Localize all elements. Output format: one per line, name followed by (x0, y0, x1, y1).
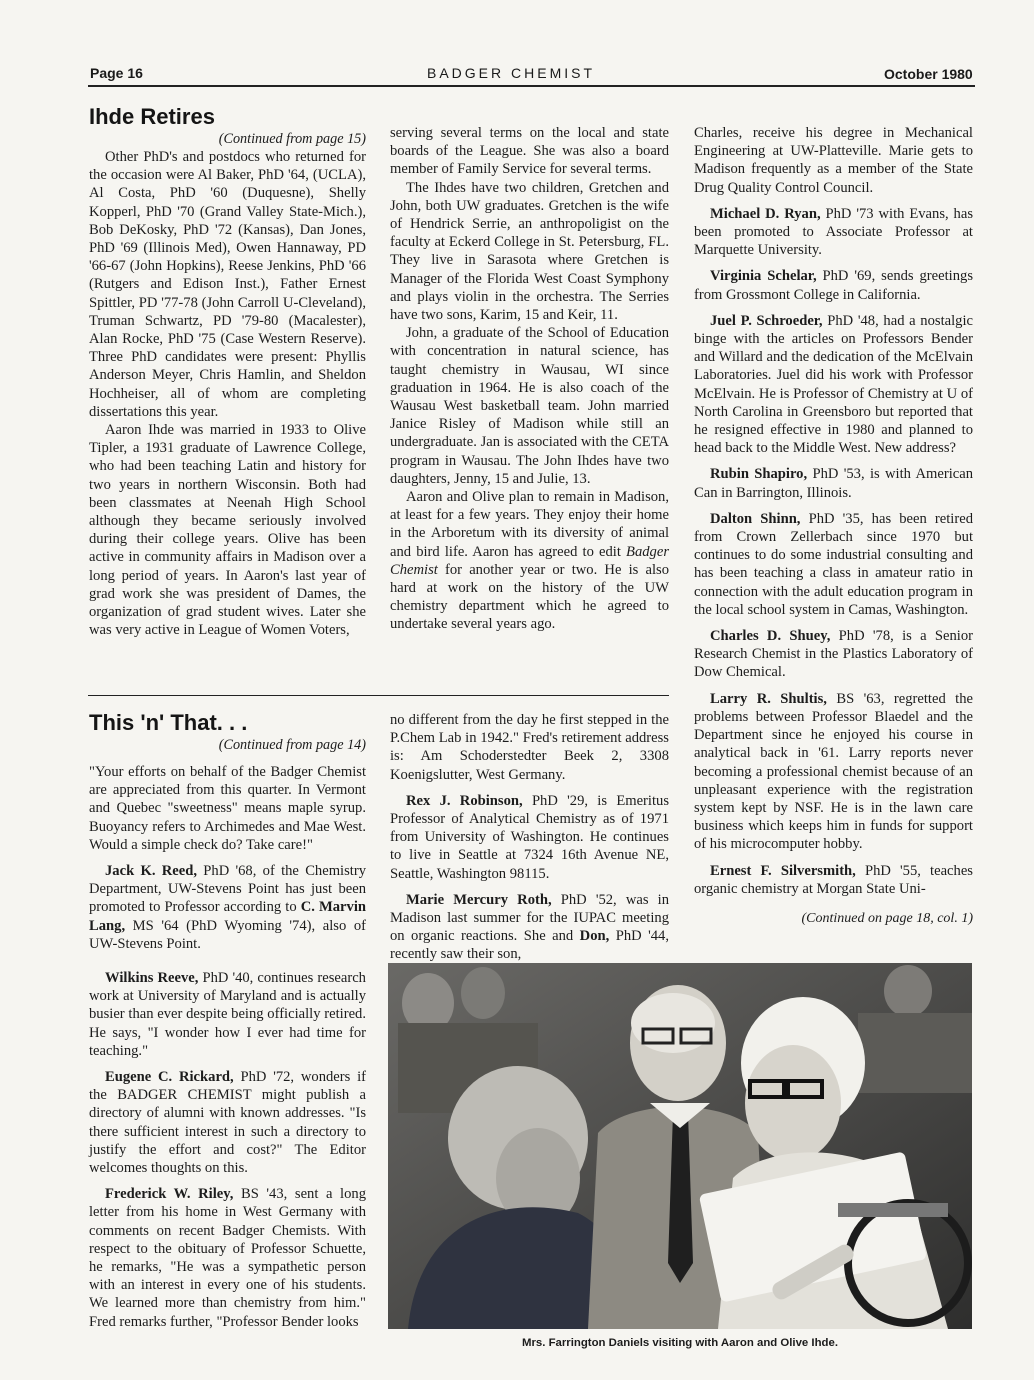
continued-from: (Continued from page 14) (218, 737, 366, 753)
paragraph: The Ihdes have two children, Gretchen and John, both UW graduates. Gretchen is the wife of Hendrick Serrie, an anthropoligist on the faculty at Eckerd College in St. Petersburg, FL. They live in Sarasota where Gretchen is Manager of the Florida West Coast Symphony and plays violin in the orchestra. The Serries have two sons, Karim, 15 and Keir, 11. (390, 179, 669, 324)
paragraph: Other PhD's and postdocs who returned for the occasion were Al Baker, PhD '64, (UCLA), Al Costa, PhD '60 (Duquesne), Shelly Kopperl, PhD '70 (Grand Valley State-Mich.), Bob DeKosky, PhD '72 (Kansas), Dan Jones, PhD '69 (Illinois Med), Owen Hannaway, PD '66-67 (John Hopkins), Reese Jenkins, PhD '66 (Rutgers and Edison Inst.), Father Ernest Spittler, PD '77-78 (John Carroll U-Cleveland), Truman Schwartz, PD '79-80 (Macalester), Alan Rocke, PhD '75 (Case Western Reserve). Three PhD candidates were present: Phyllis Anderson Meyer, Chris Hamlin, and Sheldon Hochheiser, all of whom are completing dissertations this year. (89, 149, 366, 420)
paragraph: Juel P. Schroeder, PhD '48, had a nostalgic binge with the articles on Professors Bender and Willard and the dedication of the McElvain Laboratories. Juel did his work with Professor McElvain. He is Professor of Chemistry at U of North Carolina in Greensboro but reported that he resigned effective in 1980 and planned to head back to the Middle West. New address? (694, 312, 973, 457)
page-number: Page 16 (90, 65, 143, 81)
paragraph: Ernest F. Silversmith, PhD '55, teaches organic chemistry at Morgan State Uni- (694, 862, 973, 897)
paragraph: Aaron Ihde was married in 1933 to Olive Tipler, a 1931 graduate of Lawrence College, who had been teaching Latin and history for two years in northern Wisconsin. Both had been classmates at Neenah High School although they became seriously involved during their college years. Olive has been active in community affairs in Madison over a long period of years. In Aaron's last year of grad work she was president of Dames, the organization of grad student wives. Later she was very active in League of Women Voters, (89, 422, 366, 639)
publication-title: BADGER CHEMIST (427, 65, 596, 81)
paragraph: Rubin Shapiro, PhD '53, is with American Can in Barrington, Illinois. (694, 466, 973, 501)
paragraph: no different from the day he first stepped in the P.Chem Lab in 1942." Fred's retirement address is: Am Schoderstedter Beek 2, 3308 Koenigslutter, West Germany. (390, 712, 669, 783)
issue-date: October 1980 (884, 66, 973, 82)
paragraph: John, a graduate of the School of Education with concentration in natural science, has taught chemistry in Wausau, WI since graduation in 1964. He is also coach of the Wausau West basketball team. John married Janice Risley of Madison while still an undergraduate. Jan is associated with the CETA program in Wausau. The John Ihdes have two daughters, Jenny, 15 and Julie, 13. (390, 325, 669, 487)
paragraph: Charles, receive his degree in Mechanical Engineering at UW-Platteville. Marie gets to Madison frequently as a member of the State Drug Quality Control Council. (694, 125, 973, 196)
continued-from: (Continued from page 15) (218, 131, 366, 147)
paragraph: Larry R. Shultis, BS '63, regretted the problems between Professor Blaedel and the Department since he enjoyed his course in analytical back in '61. Larry reports never becoming a professional chemist because of an unpleasant experience with the registration system kept by NSF. He is in the lawn care business which keeps him in funds for support of his microcomputer hobby. (694, 690, 974, 853)
photo-illustration (388, 963, 972, 1329)
ihde-article-col1 (89, 104, 366, 639)
photo-caption: Mrs. Farrington Daniels visiting with Aaron and Olive Ihde. (521, 1337, 839, 1349)
paragraph: Jack K. Reed, PhD '68, of the Chemistry Department, UW-Stevens Point has just been promoted to Professor according to C. Marvin Lang, MS '64 (PhD Wyoming '74), also of UW-Stevens Point. (89, 863, 366, 952)
paragraph: Dalton Shinn, PhD '35, has been retired from Crown Zellerbach since 1970 but continues to do some industrial consulting and has been teaching a class in amateur ratio in connection with the adult education program in the local school system in Camas, Washington. (694, 510, 974, 618)
ihde-article-col2 (390, 124, 669, 634)
continued-on: (Continued on page 18, col. 1) (801, 910, 973, 926)
this-n-that-title: This 'n' That. . . (89, 710, 248, 735)
paragraph: Frederick W. Riley, BS '43, sent a long letter from his home in West Germany with comments on recent Badger Chemists. With respect to the obituary of Professor Schuette, he remarks, "He was a sympathetic person with an interest in every one of his students. We learned more than chemistry from him." Fred remarks further, "Professor Bender looks (89, 1186, 366, 1330)
paragraph: Marie Mercury Roth, PhD '52, was in Madison last summer for the IUPAC meeting on organic reactions. She and Don, PhD '44, recently saw their son, (390, 891, 669, 963)
paragraph: Michael D. Ryan, PhD '73 with Evans, has been promoted to Associate Professor at Marquette University. (694, 205, 973, 259)
paragraph: Virginia Schelar, PhD '69, sends greetings from Grossmont College in California. (694, 268, 973, 303)
this-n-that-col2 (390, 711, 669, 964)
this-n-that-col1 (89, 710, 366, 1331)
paragraph: Charles D. Shuey, PhD '78, is a Senior Research Chemist in the Plastics Laboratory of Dow Chemical. (694, 628, 973, 681)
paragraph: Eugene C. Rickard, PhD '72, wonders if the BADGER CHEMIST might publish a directory of alumni with known addresses. "Is there sufficient interest in such a directory to justify the effort and cost?" The Editor welcomes thoughts on this. (89, 1069, 367, 1177)
paragraph: "Your efforts on behalf of the Badger Chemist are appreciated from this quarter. In Vermont and Quebec "sweetness" means maple syrup. Buoyancy refers to Archimedes and Mae West. Would a simple check do? Take care!" (89, 764, 366, 853)
paragraph: Rex J. Robinson, PhD '29, is Emeritus Professor of Analytical Chemistry as of 1971 from University of Washington. He continues to live in Seattle at 7324 16th Avenue NE, Seattle, Washington 98115. (390, 792, 670, 882)
photograph (388, 963, 972, 1329)
section-rule (88, 695, 669, 696)
right-column (694, 124, 973, 928)
paragraph: Wilkins Reeve, PhD '40, continues research work at University of Maryland and is actually busier than ever despite being officially retired. He says, "I wonder how I ever had time for teaching." (89, 970, 366, 1059)
paragraph: Aaron and Olive plan to remain in Madison, at least for a few years. They enjoy their home in the Arboretum with its diversity of animal and bird life. Aaron has agreed to edit Badger Chemist for another year or two. He is also hard at work on the history of the UW chemistry department which he agreed to undertake several years ago. (390, 489, 669, 633)
ihde-article-title: Ihde Retires (89, 104, 215, 129)
paragraph: serving several terms on the local and state boards of the League. She was also a board member of Family Service for several terms. (390, 125, 669, 178)
publication-italic: Badger Chemist (390, 543, 669, 578)
header-rule (88, 85, 975, 87)
